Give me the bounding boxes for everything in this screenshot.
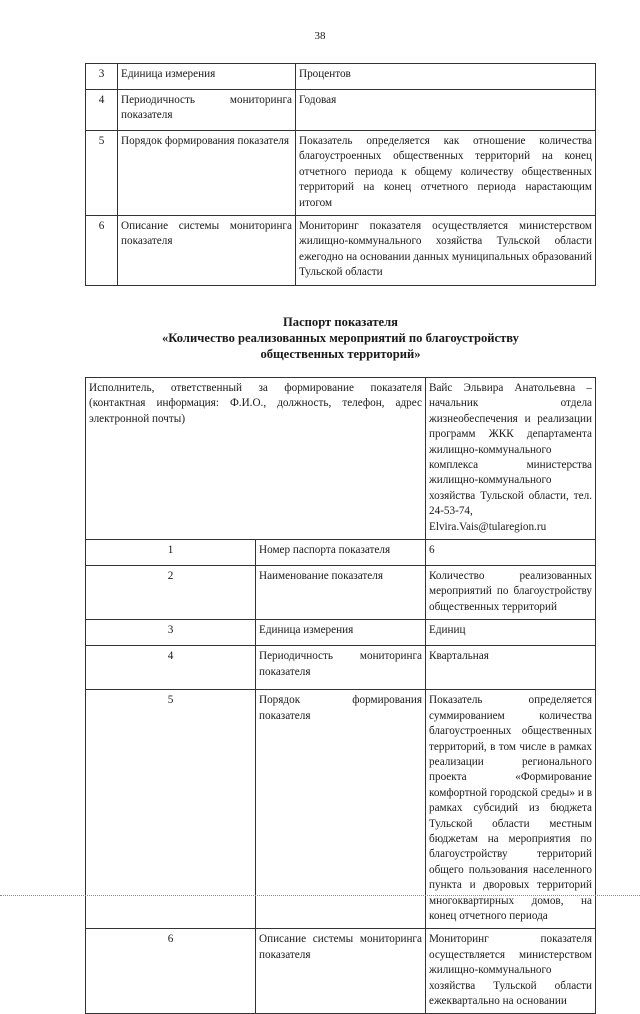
row-value: Квартальная (426, 646, 596, 690)
table-row (86, 566, 596, 620)
row-label: Единица измерения (118, 64, 296, 90)
executor-contact: Вайс Эльвира Анатольевна – начальник отдела жизнеобеспечения и реализации программ ЖКК департамента жилищно-коммунального комплекса министерства жилищно-коммунального хозяйства Тульской области, тел. 24-53-74, (429, 382, 592, 518)
row-value: Мониторинг показателя осуществляется министерством жилищно-коммунального хозяйства Тульской области ежегодно на основании данных муниципальных образований Тульской области (296, 216, 596, 286)
page-number: 38 (314, 30, 326, 42)
executor-email: Elvira.Vais@tularegion.ru (429, 520, 547, 533)
row-number: 2 (86, 566, 256, 620)
row-label: Номер паспорта показателя (256, 540, 426, 566)
row-value: Процентов (296, 64, 596, 90)
row-value: Годовая (296, 90, 596, 131)
row-value: Показатель определяется суммированием количества благоустроенных общественных территорий, в том числе в рамках реализации регионального проекта «Формирование комфортной городской среды» и в рамках субсидий из бюджета Тульской области местным бюджетам на мероприятия по благоустройству территорий общего пользования населенного пункта и дворовых территорий многоквартирных домов, на конец отчетного периода (426, 690, 596, 929)
row-value: 6 (426, 540, 596, 566)
table-row (86, 620, 596, 646)
table-row (86, 690, 596, 929)
passport-title (85, 314, 596, 362)
row-number: 1 (86, 540, 256, 566)
row-number: 5 (86, 690, 256, 929)
row-value: Мониторинг показателя осуществляется министерством жилищно-коммунального хозяйства Тульской области ежеквартально на основании (426, 929, 596, 1014)
table-row (86, 131, 596, 216)
passport-title-line1: Паспорт показателя (282, 315, 398, 329)
row-number: 6 (86, 216, 118, 286)
row-label: Описание системы мониторинга показателя (118, 216, 296, 286)
row-label: Порядок формирования показателя (118, 131, 296, 216)
row-number: 4 (86, 646, 256, 690)
table-row (86, 540, 596, 566)
table-row (86, 90, 596, 131)
executor-value (426, 378, 596, 540)
row-label: Периодичность мониторинга показателя (118, 90, 296, 131)
row-value: Показатель определяется как отношение количества благоустроенных общественных территорий на конец отчетного периода к общему количеству общественных территорий на конец отчетного периода нарастающим итогом (296, 131, 596, 216)
table-row-header (86, 378, 596, 540)
row-value: Количество реализованных мероприятий по благоустройству общественных территорий (426, 566, 596, 620)
row-label: Описание системы мониторинга показателя (256, 929, 426, 1014)
indicator-table-continued (85, 63, 596, 286)
table-row (86, 216, 596, 286)
row-label: Наименование показателя (256, 566, 426, 620)
row-number: 6 (86, 929, 256, 1014)
row-value: Единиц (426, 620, 596, 646)
row-number: 5 (86, 131, 118, 216)
row-number: 3 (86, 64, 118, 90)
executor-label: Исполнитель, ответственный за формирование показателя (контактная информация: Ф.И.О., должность, телефон, адрес электронной почты) (86, 378, 426, 540)
row-number: 3 (86, 620, 256, 646)
row-number: 4 (86, 90, 118, 131)
passport-title-line3: общественных территорий» (260, 347, 421, 361)
row-label: Периодичность мониторинга показателя (256, 646, 426, 690)
table-row (86, 929, 596, 1014)
page-bottom-edge (0, 895, 640, 896)
table-row (86, 64, 596, 90)
row-label: Порядок формирования показателя (256, 690, 426, 929)
passport-title-line2: «Количество реализованных мероприятий по благоустройству (162, 331, 519, 345)
table-row (86, 646, 596, 690)
passport-table (85, 377, 596, 1014)
row-label: Единица измерения (256, 620, 426, 646)
